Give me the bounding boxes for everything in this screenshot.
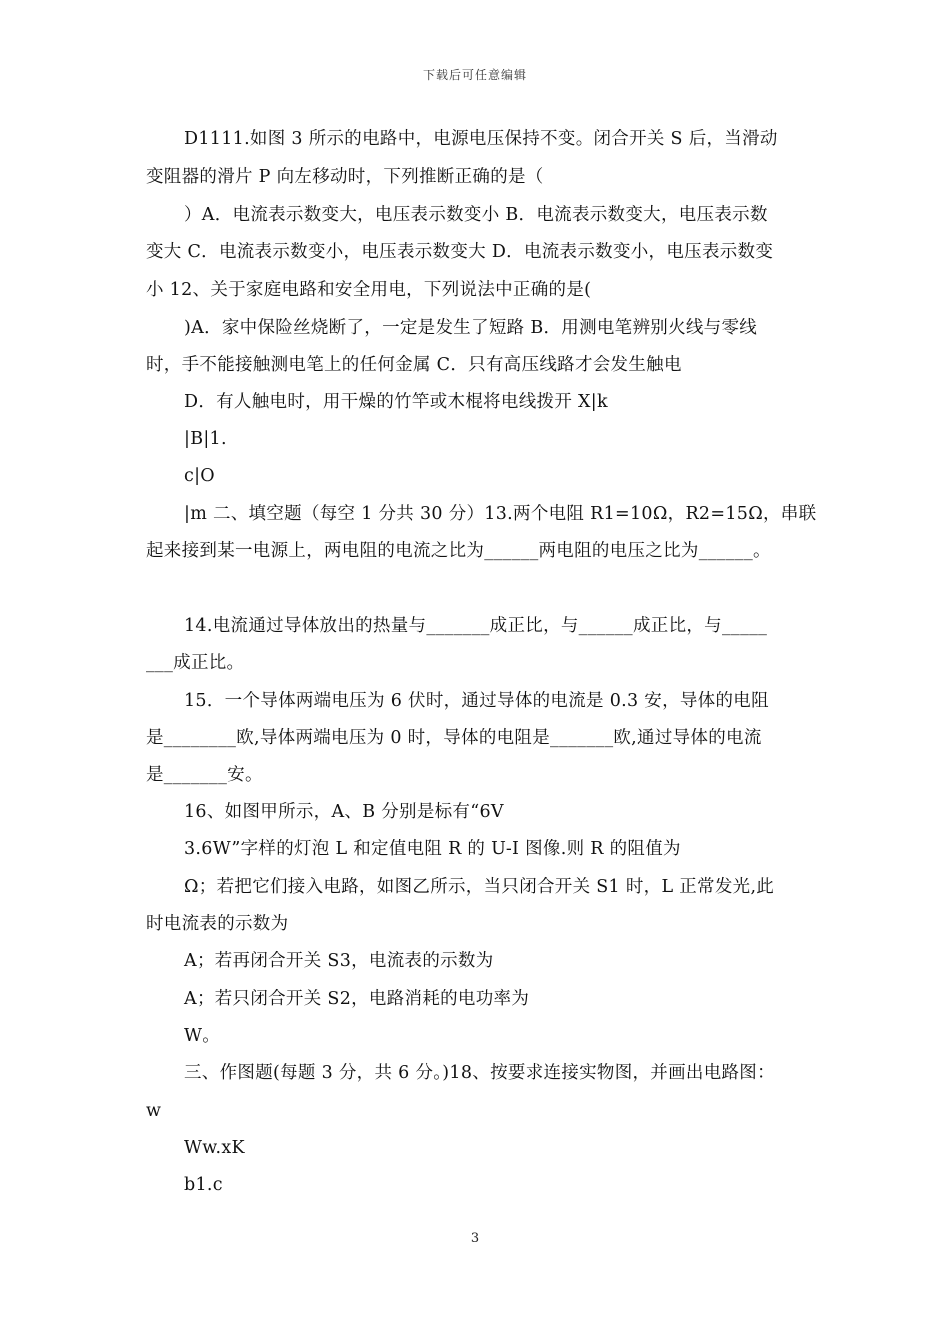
page-number: 3 (470, 1231, 480, 1246)
text-line: |m 二、填空题（每空 1 分共 30 分）13.两个电阻 R1=10Ω，R2=15Ω，串联 (184, 504, 817, 524)
text-line: 是_______安。 (146, 765, 263, 785)
text-line: 14.电流通过导体放出的热量与_______成正比，与______成正比，与_____ (184, 616, 768, 636)
text-line: 起来接到某一电源上，两电阻的电流之比为______两电阻的电压之比为______。 (146, 541, 771, 561)
text-line: 16、如图甲所示，A、B 分别是标有“6V (184, 802, 504, 822)
text-line: 是________欧,导体两端电压为 0 时，导体的电阻是_______欧,通过导体的电流 (146, 728, 762, 748)
text-line: 变阻器的滑片 P 向左移动时，下列推断正确的是（ (146, 167, 544, 187)
text-line: 3.6W”字样的灯泡 L 和定值电阻 R 的 U-I 图像.则 R 的阻值为 (184, 839, 681, 859)
text-line: w (146, 1101, 162, 1121)
text-line: 15．一个导体两端电压为 6 伏时，通过导体的电流是 0.3 安，导体的电阻 (184, 691, 769, 711)
text-line: A；若只闭合开关 S2，电路消耗的电功率为 (184, 989, 530, 1009)
text-line: 时，手不能接触测电笔上的任何金属 C．只有高压线路才会发生触电 (146, 355, 682, 375)
text-line: A；若再闭合开关 S3，电流表的示数为 (184, 951, 494, 971)
text-line: 时电流表的示数为 (146, 914, 289, 934)
text-line: )A．家中保险丝烧断了，一定是发生了短路 B．用测电笔辨别火线与零线 (184, 318, 758, 338)
text-line: b1.c (184, 1175, 223, 1195)
text-line: |B|1. (184, 429, 227, 449)
page-header: 下载后可任意编辑 (422, 68, 527, 82)
text-line: D1111.如图 3 所示的电路中，电源电压保持不变。闭合开关 S 后，当滑动 (184, 129, 778, 149)
text-line: Ww.xK (184, 1138, 245, 1158)
text-line: 小 12、关于家庭电路和安全用电，下列说法中正确的是( (146, 280, 592, 300)
text-line: W。 (184, 1026, 221, 1046)
text-line: ___成正比。 (146, 653, 245, 673)
text-line: 变大 C．电流表示数变小，电压表示数变大 D．电流表示数变小，电压表示数变 (146, 242, 774, 262)
text-line: c|O (184, 466, 215, 486)
text-line: D．有人触电时，用干燥的竹竿或木棍将电线拨开 X|k (184, 392, 608, 412)
text-line: Ω；若把它们接入电路，如图乙所示，当只闭合开关 S1 时，L 正常发光,此 (184, 877, 775, 897)
text-line: ）A．电流表示数变大，电压表示数变小 B．电流表示数变大，电压表示数 (184, 205, 768, 225)
text-line: 三、作图题(每题 3 分，共 6 分。)18、按要求连接实物图，并画出电路图： (184, 1063, 775, 1083)
